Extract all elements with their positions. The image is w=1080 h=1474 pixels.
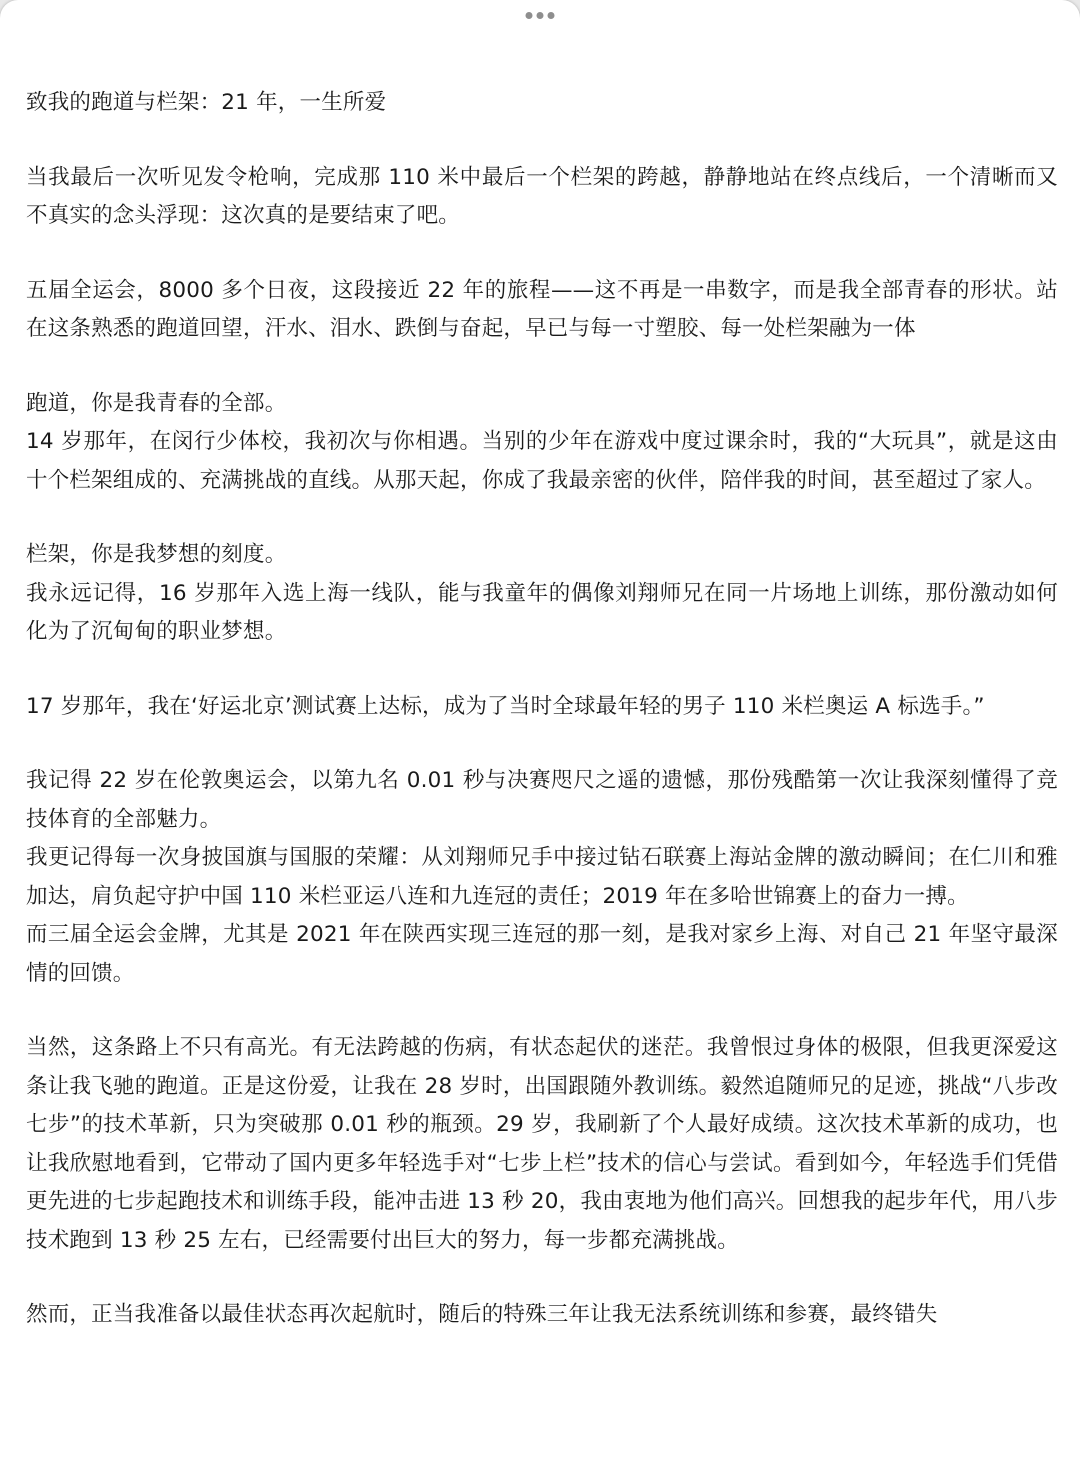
article-title: 致我的跑道与栏架：21 年，一生所爱 <box>26 90 387 115</box>
paragraph: 我记得 22 岁在伦敦奥运会，以第九名 0.01 秒与决赛咫尺之遥的遗憾，那份残酷第一次让我深刻懂得了竞技体育的全部魅力。 <box>26 768 1058 832</box>
paragraph: 然而，正当我准备以最佳状态再次起航时，随后的特殊三年让我无法系统训练和参赛，最终错失 <box>26 1302 938 1327</box>
more-dots-icon <box>537 12 544 19</box>
paragraph: 而三届全运会金牌，尤其是 2021 年在陕西实现三连冠的那一刻，是我对家乡上海、对自己 21 年坚守最深情的回馈。 <box>26 922 1058 986</box>
more-options-button[interactable] <box>520 10 561 21</box>
paragraph: 当我最后一次听见发令枪响，完成那 110 米中最后一个栏架的跨越，静静地站在终点线后，一个清晰而又不真实的念头浮现：这次真的是要结束了吧。 <box>26 164 1058 228</box>
paragraph: 17 岁那年，我在‘好运北京’测试赛上达标，成为了当时全球最年轻的男子 110 米栏奥运 A 标选手。” <box>26 693 985 719</box>
section-heading: 栏架，你是我梦想的刻度。 <box>26 542 287 567</box>
paragraph: 当然，这条路上不只有高光。有无法跨越的伤病，有状态起伏的迷茫。我曾恨过身体的极限，但我更深爱这条让我飞驰的跑道。正是这份爱，让我在 28 岁时，出国跟随外教训练。毅然追随师兄的足迹，挑战“八步改七步”的技术革新，只为突破那 0.01 秒的瓶颈。29 岁，我刷新了个人最好成绩。这次技术革新的成功，也让我欣慰地看到，它带动了国内更多年轻选手对“七步上栏”技术的信心与尝试。看到如今，年轻选手们凭借更先进的七步起跑技术和训练手段，能冲击进 13 秒 20，我由衷地为他们高兴。回想我的起步年代，用八步技术跑到 13 秒 25 左右，已经需要付出巨大的努力，每一步都充满挑战。 <box>26 1035 1058 1253</box>
article-body <box>26 84 1058 1335</box>
more-dots-icon <box>526 12 533 19</box>
paragraph: 我更记得每一次身披国旗与国服的荣耀：从刘翔师兄手中接过钻石联赛上海站金牌的激动瞬间；在仁川和雅加达，肩负起守护中国 110 米栏亚运八连和九连冠的责任；2019 年在多哈世锦赛上的奋力一搏。 <box>26 845 1058 909</box>
paragraph: 五届全运会，8000 多个日夜，这段接近 22 年的旅程——这不再是一串数字，而是我全部青春的形状。站在这条熟悉的跑道回望，汗水、泪水、跌倒与奋起，早已与每一寸塑胶、每一处栏架融为一体 <box>26 277 1058 341</box>
section-heading: 跑道，你是我青春的全部。 <box>26 390 287 416</box>
paragraph: 我永远记得，16 岁那年入选上海一线队，能与我童年的偶像刘翔师兄在同一片场地上训练，那份激动如何化为了沉甸甸的职业梦想。 <box>26 580 1058 644</box>
paragraph: 14 岁那年，在闵行少体校，我初次与你相遇。当别的少年在游戏中度过课余时，我的“大玩具”，就是这由十个栏架组成的、充满挑战的直线。从那天起，你成了我最亲密的伙伴，陪伴我的时间，甚至超过了家人。 <box>26 429 1058 493</box>
more-dots-icon <box>548 12 555 19</box>
